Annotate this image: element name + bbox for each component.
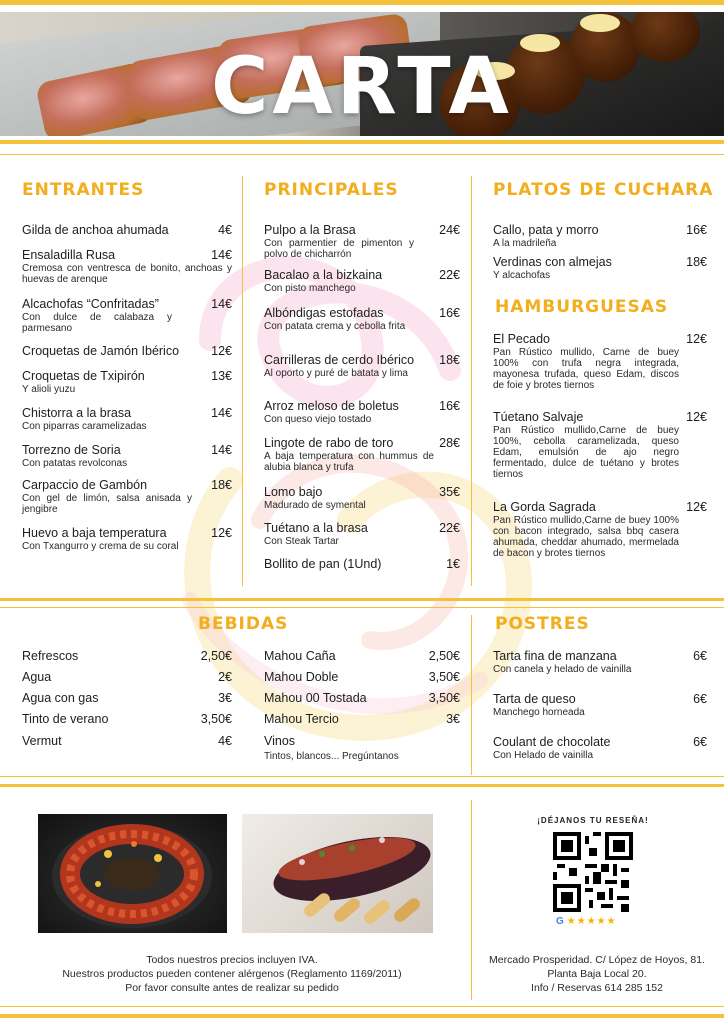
- item-description: Madurado de symental: [264, 500, 366, 511]
- item-name: Bacalao a la bizkaina: [264, 268, 383, 282]
- address-line: Mercado Prosperidad. C/ López de Hoyos, 81.: [489, 954, 705, 966]
- item-name: Lomo bajo: [264, 485, 323, 499]
- item-name: Tarta fina de manzana: [493, 649, 617, 663]
- notice-line: Todos nuestros precios incluyen IVA.: [146, 954, 318, 966]
- item-description: Con dulce de calabaza y parmesano: [22, 312, 172, 334]
- item-description: Y alioli yuzu: [22, 384, 76, 395]
- footer-address: [476, 953, 718, 995]
- menu-item: [22, 248, 232, 285]
- google-icon: G: [556, 915, 564, 927]
- item-description: Con patata crema y cebolla frita: [264, 321, 406, 332]
- column-divider: [471, 615, 472, 775]
- item-name: Carrilleras de cerdo Ibérico: [264, 353, 415, 367]
- menu-item: [22, 223, 232, 238]
- section-title-cuchara: PLATOS DE CUCHARA: [493, 180, 714, 200]
- menu-item: [493, 735, 707, 761]
- google-rating: [556, 914, 636, 928]
- column-divider: [471, 800, 472, 1000]
- menu-item: [493, 410, 707, 480]
- chistorra-illustration: [38, 814, 227, 933]
- item-description: Pan Rústico mullido, Carne de buey 100% con trufa negra integrada, mayonesa trufada, queso Edam, discos de foie y brotes tiernos: [493, 347, 679, 391]
- menu-item: [264, 353, 460, 379]
- menu-item: [22, 344, 232, 359]
- item-price: 2,50€: [428, 649, 460, 663]
- item-price: 14€: [211, 443, 232, 457]
- item-description: Con parmentier de pimenton y polvo de chicharrón: [264, 238, 414, 260]
- header-banner: [0, 12, 724, 136]
- menu-item: [22, 406, 232, 432]
- item-description: Pan Rústico mullido,Carne de buey 100% con bacon integrado, salsa bbq casera ahumada, cheddar ahumado, mermelada de bacon y brotes tiernos: [493, 515, 679, 559]
- section-title-entrantes: ENTRANTES: [22, 180, 145, 200]
- item-description: A baja temperatura con hummus de alubia blanca y trufa: [264, 451, 434, 473]
- page-title: CARTA: [211, 42, 513, 132]
- item-price: 3€: [446, 712, 460, 726]
- menu-item: [264, 399, 460, 425]
- item-name: Albóndigas estofadas: [264, 306, 384, 320]
- item-price: 14€: [211, 297, 232, 311]
- item-name: Mahou Tercio: [264, 712, 339, 726]
- item-price: 12€: [211, 526, 232, 540]
- item-description: Y alcachofas: [493, 270, 551, 281]
- top-border: [0, 0, 724, 5]
- item-price: 24€: [439, 223, 460, 237]
- item-price: 22€: [439, 268, 460, 282]
- menu-item: [264, 436, 460, 473]
- item-price: 12€: [686, 500, 707, 514]
- footer-notice: [20, 953, 444, 995]
- divider: [0, 776, 724, 777]
- item-price: 18€: [686, 255, 707, 269]
- item-name: Chistorra a la brasa: [22, 406, 132, 420]
- drink-item: [264, 691, 460, 706]
- menu-item: [493, 500, 707, 559]
- item-name: Croquetas de Txipirón: [22, 369, 145, 383]
- item-name: Huevo a baja temperatura: [22, 526, 167, 540]
- notice-line: Nuestros productos pueden contener alérgenos (Reglamento 1169/2011): [62, 968, 402, 980]
- star-rating: ★★★★★: [566, 915, 617, 927]
- section-title-hamburguesas: HAMBURGUESAS: [495, 297, 669, 317]
- divider: [0, 598, 724, 601]
- item-name: Mahou Doble: [264, 670, 339, 684]
- item-description: Con Txangurro y crema de su coral: [22, 541, 179, 552]
- divider: [0, 1006, 724, 1007]
- item-name: Torrezno de Soria: [22, 443, 121, 457]
- item-description: Con piparras caramelizadas: [22, 421, 147, 432]
- item-name: Vermut: [22, 734, 62, 748]
- item-price: 13€: [211, 369, 232, 383]
- divider: [0, 607, 724, 608]
- menu-item: [264, 521, 460, 547]
- menu-item: [264, 306, 460, 332]
- item-name: Vinos: [264, 734, 296, 748]
- item-price: 35€: [439, 485, 460, 499]
- drink-item: [264, 670, 460, 685]
- menu-item: [264, 557, 460, 572]
- item-description: Pan Rústico mullido,Carne de buey 100%, cebolla caramelizada, queso Edam, emulsión de ajo negro fermentado, dulce de tuétano y brotes tiernos: [493, 425, 679, 480]
- item-price: 4€: [218, 223, 232, 237]
- item-price: 16€: [439, 399, 460, 413]
- drink-item: [22, 670, 232, 685]
- menu-item: [493, 223, 707, 249]
- divider: [0, 784, 724, 787]
- item-name: Arroz meloso de boletus: [264, 399, 399, 413]
- menu-item: [22, 369, 232, 395]
- item-name: Gilda de anchoa ahumada: [22, 223, 169, 237]
- item-price: 12€: [686, 410, 707, 424]
- section-title-principales: PRINCIPALES: [264, 180, 399, 200]
- item-description: Con pisto manchego: [264, 283, 356, 294]
- notice-line: Por favor consulte antes de realizar su pedido: [125, 982, 339, 994]
- item-name: Alcachofas “Confritadas”: [22, 297, 159, 311]
- item-description: Con Helado de vainilla: [493, 750, 594, 761]
- menu-item: [22, 478, 232, 515]
- tuetano-illustration: [242, 814, 433, 933]
- item-name: Agua: [22, 670, 52, 684]
- item-price: 3€: [218, 691, 232, 705]
- drink-item: [264, 712, 460, 727]
- item-price: 18€: [439, 353, 460, 367]
- menu-item: [264, 268, 460, 294]
- item-price: 1€: [446, 557, 460, 571]
- item-price: 18€: [211, 478, 232, 492]
- item-name: Mahou Caña: [264, 649, 336, 663]
- column-divider: [471, 176, 472, 586]
- item-price: 2€: [218, 670, 232, 684]
- item-description: Al oporto y puré de batata y lima: [264, 368, 408, 379]
- item-name: Refrescos: [22, 649, 79, 663]
- alioli-dollop: [580, 14, 620, 32]
- item-price: 6€: [693, 735, 707, 749]
- item-price: 6€: [693, 692, 707, 706]
- item-name: El Pecado: [493, 332, 550, 346]
- item-name: Bollito de pan (1Und): [264, 557, 382, 571]
- address-line: Info / Reservas 614 285 152: [531, 982, 663, 994]
- drink-item: [22, 734, 232, 749]
- item-description: Manchego horneada: [493, 707, 585, 718]
- bottom-border: [0, 1014, 724, 1018]
- item-price: 12€: [211, 344, 232, 358]
- item-price: 3,50€: [428, 691, 460, 705]
- item-name: Tarta de queso: [493, 692, 576, 706]
- qr-code[interactable]: [553, 832, 633, 912]
- drink-item: [264, 649, 460, 664]
- item-description: Con gel de limón, salsa anisada y jengibre: [22, 493, 192, 515]
- item-description: Tintos, blancos... Pregúntanos: [264, 751, 399, 762]
- menu-item: [22, 443, 232, 469]
- menu-item: [493, 255, 707, 281]
- item-price: 4€: [218, 734, 232, 748]
- item-description: A la madrileña: [493, 238, 557, 249]
- item-description: Con canela y helado de vainilla: [493, 664, 632, 675]
- section-title-postres: POSTRES: [495, 614, 590, 634]
- item-description: Con queso viejo tostado: [264, 414, 372, 425]
- item-description: Con Steak Tartar: [264, 536, 339, 547]
- item-description: Con patatas revolconas: [22, 458, 128, 469]
- item-price: 14€: [211, 248, 232, 262]
- menu-item: [264, 485, 460, 511]
- item-name: La Gorda Sagrada: [493, 500, 596, 514]
- menu-item: [493, 649, 707, 675]
- item-name: Pulpo a la Brasa: [264, 223, 356, 237]
- item-price: 16€: [439, 306, 460, 320]
- drink-item: [264, 734, 460, 762]
- divider: [0, 154, 724, 155]
- chistorra-photo: [38, 814, 227, 933]
- tuetano-photo: [242, 814, 433, 933]
- drink-item: [22, 649, 232, 664]
- menu-item: [493, 692, 707, 718]
- menu-item: [22, 526, 232, 552]
- address-line: Planta Baja Local 20.: [547, 968, 647, 980]
- column-divider: [242, 176, 243, 586]
- item-price: 22€: [439, 521, 460, 535]
- item-name: Mahou 00 Tostada: [264, 691, 367, 705]
- menu-item: [22, 297, 232, 334]
- divider: [0, 140, 724, 144]
- item-name: Ensaladilla Rusa: [22, 248, 116, 262]
- menu-item: [264, 223, 460, 260]
- item-description: Cremosa con ventresca de bonito, anchoas y huevas de arenque: [22, 263, 232, 285]
- item-price: 3,50€: [200, 712, 232, 726]
- item-price: 16€: [686, 223, 707, 237]
- item-name: Croquetas de Jamón Ibérico: [22, 344, 180, 358]
- item-name: Lingote de rabo de toro: [264, 436, 394, 450]
- item-name: Coulant de chocolate: [493, 735, 611, 749]
- item-name: Callo, pata y morro: [493, 223, 599, 237]
- item-name: Túetano Salvaje: [493, 410, 584, 424]
- drink-item: [22, 691, 232, 706]
- item-name: Tuétano a la brasa: [264, 521, 368, 535]
- drink-item: [22, 712, 232, 727]
- item-price: 6€: [693, 649, 707, 663]
- item-name: Carpaccio de Gambón: [22, 478, 148, 492]
- item-price: 3,50€: [428, 670, 460, 684]
- item-price: 2,50€: [200, 649, 232, 663]
- menu-item: [493, 332, 707, 391]
- item-name: Agua con gas: [22, 691, 99, 705]
- item-price: 14€: [211, 406, 232, 420]
- item-name: Verdinas con almejas: [493, 255, 612, 269]
- section-title-bebidas: BEBIDAS: [198, 614, 289, 634]
- item-name: Tinto de verano: [22, 712, 109, 726]
- review-label: ¡DÉJANOS TU RESEÑA!: [537, 816, 649, 825]
- item-price: 28€: [439, 436, 460, 450]
- item-price: 12€: [686, 332, 707, 346]
